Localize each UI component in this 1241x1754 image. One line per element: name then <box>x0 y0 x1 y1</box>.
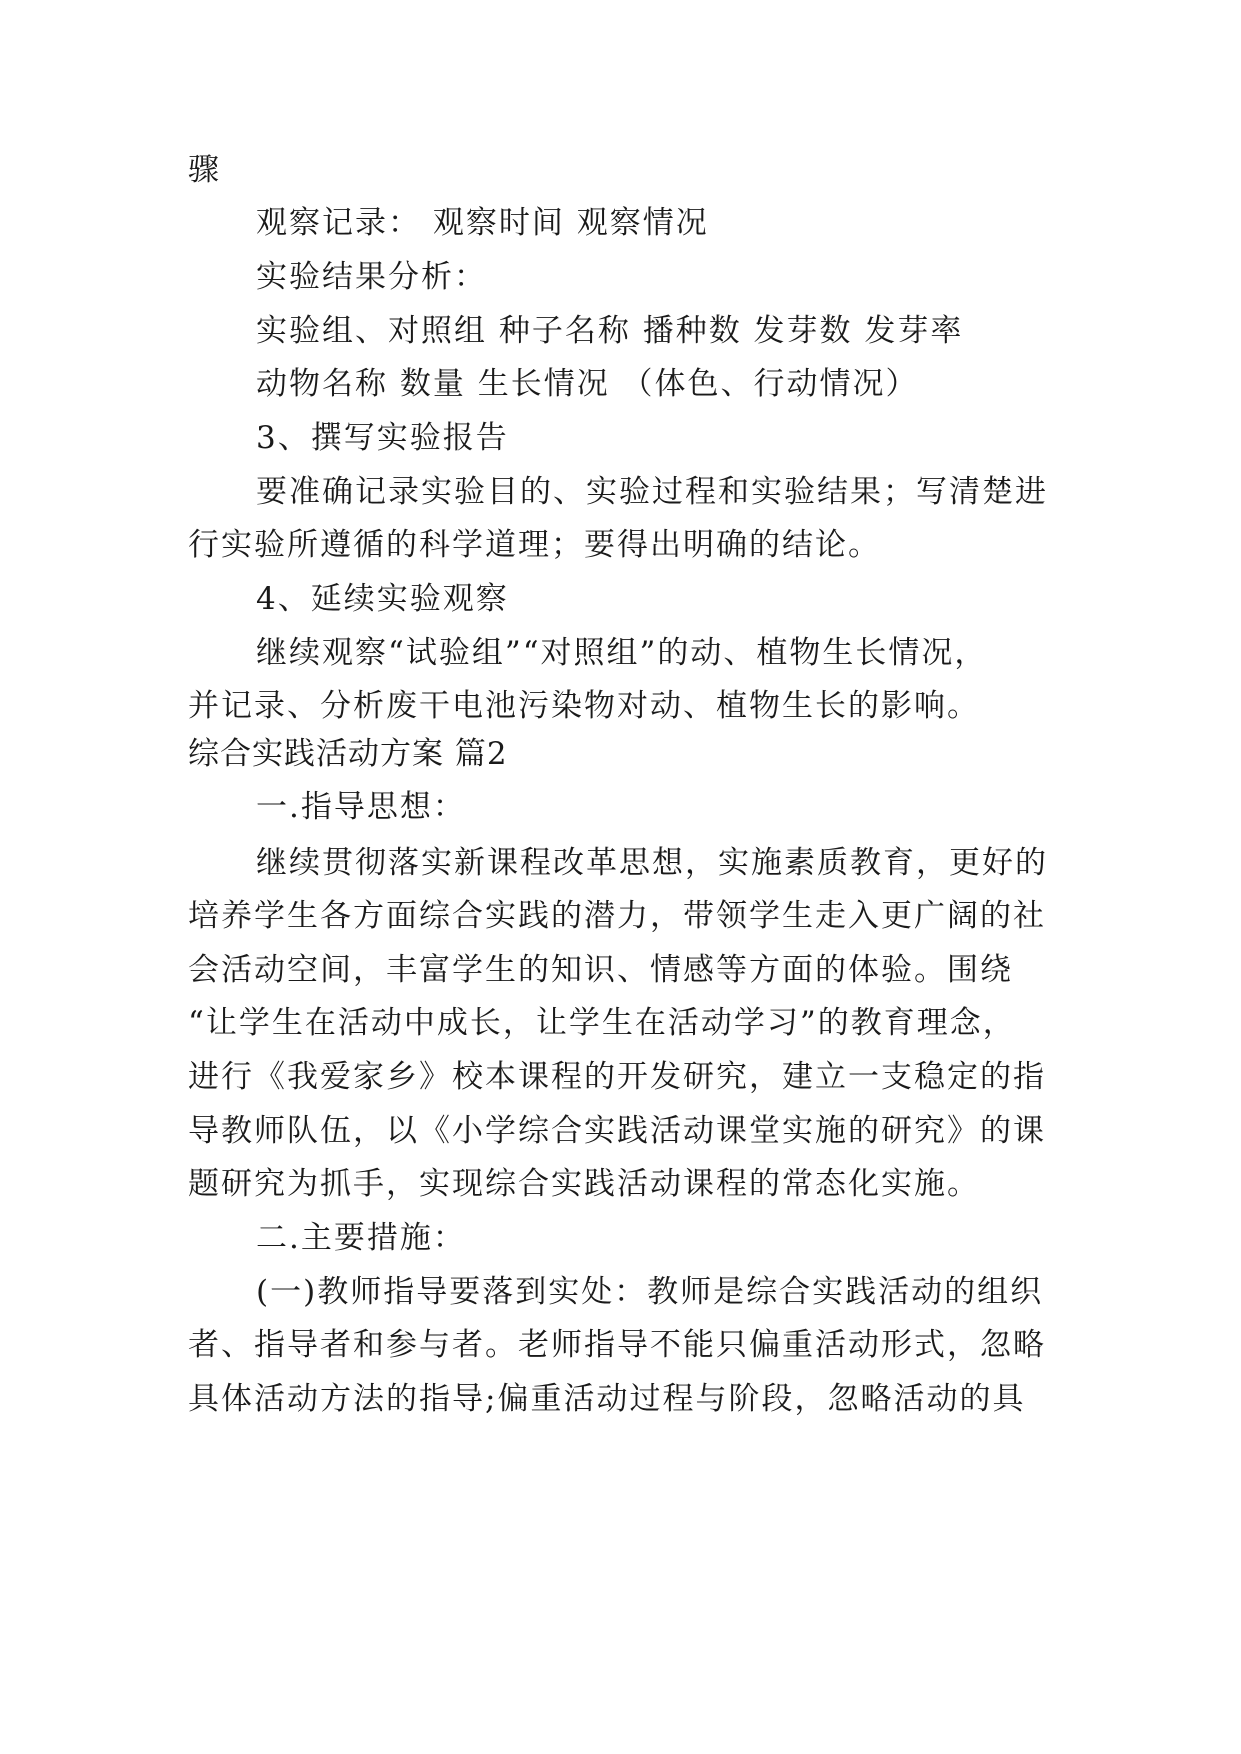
text-line: “让学生在活动中成长，让学生在活动学习”的教育理念， <box>188 1005 1016 1041</box>
document-title: 综合实践活动方案 篇2 <box>188 736 508 772</box>
text-line: 进行《我爱家乡》校本课程的开发研究，建立一支稳定的指 <box>188 1059 1046 1095</box>
text-line: 骤 <box>188 152 221 188</box>
text-line: 动物名称 数量 生长情况 （体色、行动情况） <box>256 366 919 402</box>
text-line: 会活动空间，丰富学生的知识、情感等方面的体验。围绕 <box>188 952 1013 988</box>
text-line: 要准确记录实验目的、实验过程和实验结果；写清楚进 <box>256 474 1048 510</box>
section-heading: 3、撰写实验报告 <box>256 420 509 456</box>
section-heading: 一.指导思想： <box>256 789 466 825</box>
text-line: 实验结果分析： <box>256 259 487 295</box>
text-line: 导教师队伍，以《小学综合实践活动课堂实施的研究》的课 <box>188 1113 1046 1149</box>
text-line: 培养学生各方面综合实践的潜力，带领学生走入更广阔的社 <box>188 898 1046 934</box>
section-heading: 4、延续实验观察 <box>256 581 509 617</box>
text-line: 具体活动方法的指导;偏重活动过程与阶段，忽略活动的具 <box>188 1381 1026 1417</box>
text-line: 继续贯彻落实新课程改革思想，实施素质教育，更好的 <box>256 845 1048 881</box>
text-line: 观察记录： 观察时间 观察情况 <box>256 205 709 241</box>
text-line: 行实验所遵循的科学道理；要得出明确的结论。 <box>188 527 881 563</box>
text-line: 实验组、对照组 种子名称 播种数 发芽数 发芽率 <box>256 313 964 349</box>
text-line: 者、指导者和参与者。老师指导不能只偏重活动形式，忽略 <box>188 1327 1046 1363</box>
text-line: (一)教师指导要落到实处：教师是综合实践活动的组织 <box>256 1274 1044 1310</box>
text-line: 继续观察“试验组”“对照组”的动、植物生长情况， <box>256 635 988 671</box>
text-line: 并记录、分析废干电池污染物对动、植物生长的影响。 <box>188 688 980 724</box>
text-line: 题研究为抓手，实现综合实践活动课程的常态化实施。 <box>188 1166 980 1202</box>
section-heading: 二.主要措施： <box>256 1220 466 1256</box>
